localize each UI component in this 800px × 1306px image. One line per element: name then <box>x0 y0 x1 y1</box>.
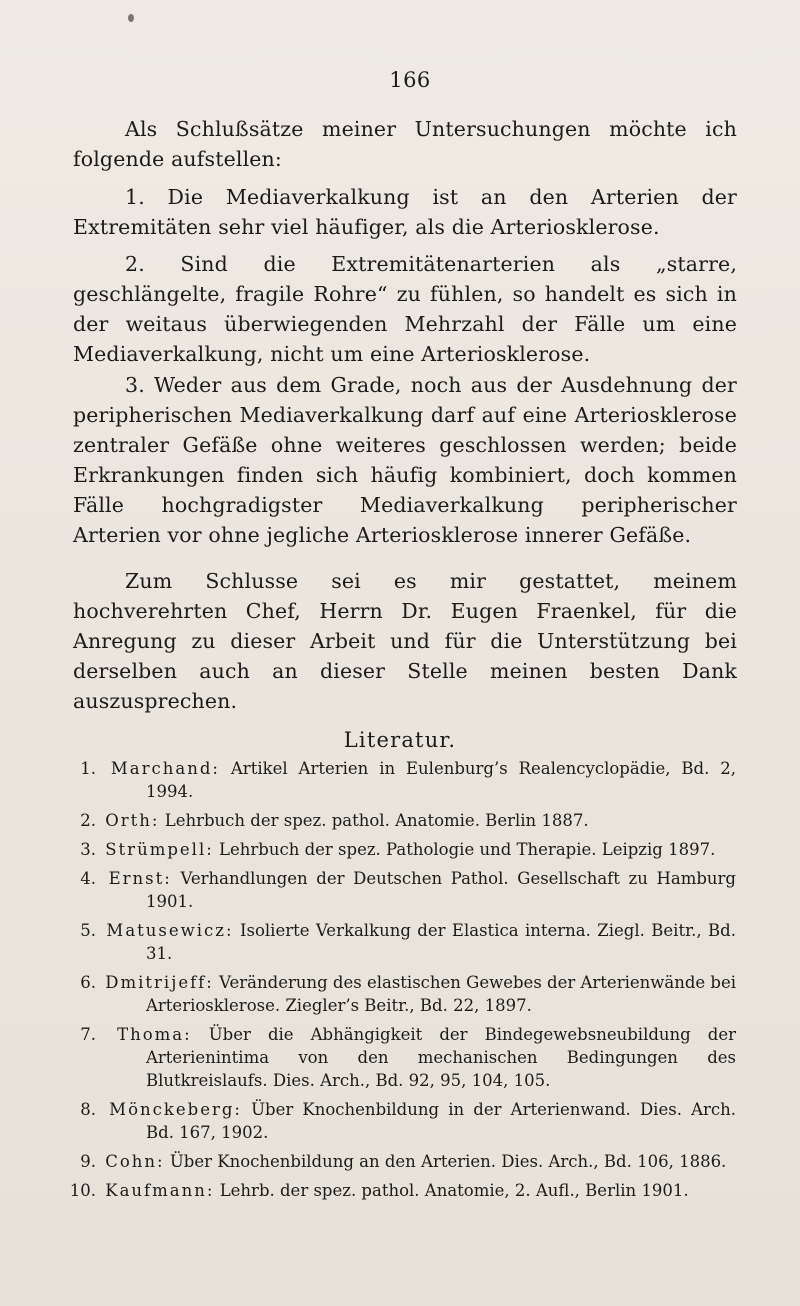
literature-item <box>56 971 736 1017</box>
literature-list <box>56 757 736 1208</box>
acknowledgement-paragraph <box>73 566 737 716</box>
conclusion-2 <box>73 249 737 369</box>
item-text: Über Knochenbildung an den Arterien. Dies. Arch., Bd. 106, 1886. <box>169 1152 727 1171</box>
conclusion-3 <box>73 370 737 550</box>
item-number: 3. <box>80 840 96 859</box>
item-author: Orth: <box>105 811 160 830</box>
item-number: 6. <box>80 973 96 992</box>
conclusion-1-text: 1. Die Mediaverkalkung ist an den Arterien der Extremitäten sehr viel häufiger, als die Arteriosklerose. <box>73 185 737 239</box>
item-number: 1. <box>80 759 96 778</box>
ink-speck <box>128 14 134 22</box>
conclusion-1 <box>73 182 737 242</box>
literature-item <box>56 1150 736 1173</box>
literature-item <box>56 757 736 803</box>
item-number: 4. <box>80 869 96 888</box>
item-text: Über Knochenbildung in der Arterienwand. Dies. Arch. Bd. 167, 1902. <box>146 1100 737 1142</box>
item-text: Lehrbuch der spez. Pathologie und Therapie. Leipzig 1897. <box>219 840 716 859</box>
conclusion-2-text: 2. Sind die Extremitätenarterien als „starre, geschlängelte, fragile Rohre“ zu fühlen, so handelt es sich in der weitaus überwiegenden Mehrzahl der Fälle um eine Mediaverkalkung, nicht um eine Arteriosklerose. <box>73 252 737 366</box>
item-number: 8. <box>80 1100 96 1119</box>
item-text: Lehrb. der spez. pathol. Anatomie, 2. Aufl., Berlin 1901. <box>219 1181 689 1200</box>
item-text: Isolierte Verkalkung der Elastica interna. Ziegl. Beitr., Bd. 31. <box>146 921 736 963</box>
item-text: Über die Abhängigkeit der Bindegewebsneubildung der Arterienintima von den mechanischen Bedingungen des Blutkreislaufs. Dies. Arch., Bd. 92, 95, 104, 105. <box>146 1025 737 1090</box>
literature-item <box>56 919 736 965</box>
literature-item <box>56 867 736 913</box>
item-author: Dmitrijeff: <box>105 973 214 992</box>
literature-heading: Literatur. <box>343 728 457 752</box>
item-author: Mönckeberg: <box>109 1100 242 1119</box>
item-author: Marchand: <box>110 759 220 778</box>
literature-item <box>56 1179 736 1202</box>
literature-item <box>56 809 736 832</box>
item-author: Strümpell: <box>105 840 214 859</box>
item-text: Verhandlungen der Deutschen Pathol. Gesellschaft zu Hamburg 1901. <box>146 869 736 911</box>
literature-item <box>56 1098 736 1144</box>
literature-item <box>56 1023 736 1092</box>
item-author: Cohn: <box>105 1152 165 1171</box>
item-number: 5. <box>80 921 96 940</box>
item-number: 10. <box>69 1181 96 1200</box>
literature-item <box>56 838 736 861</box>
item-text: Artikel Arterien in Eulenburg’s Realencyclopädie, Bd. 2, 1994. <box>146 759 737 801</box>
conclusion-3-text: 3. Weder aus dem Grade, noch aus der Ausdehnung der peripherischen Mediaverkalkung darf auf eine Arteriosklerose zentraler Gefäße ohne weiteres geschlossen werden; beide Erkrankungen finden sich häufig kombiniert, doch kommen Fälle hochgradigster Mediaverkalkung peripherischer Arterien vor ohne jegliche Arteriosklerose innerer Gefäße. <box>73 373 737 547</box>
intro-paragraph <box>73 114 737 174</box>
item-author: Ernst: <box>108 869 172 888</box>
item-text: Lehrbuch der spez. pathol. Anatomie. Berlin 1887. <box>164 811 589 830</box>
item-author: Thoma: <box>117 1025 192 1044</box>
page-number: 166 <box>389 68 431 92</box>
item-number: 2. <box>80 811 96 830</box>
item-text: Veränderung des elastischen Gewebes der Arterienwände bei Arteriosklerose. Ziegler’s Beitr., Bd. 22, 1897. <box>146 973 737 1015</box>
item-number: 9. <box>80 1152 96 1171</box>
item-number: 7. <box>80 1025 96 1044</box>
item-author: Matusewicz: <box>106 921 234 940</box>
intro-text: Als Schlußsätze meiner Untersuchungen möchte ich folgende aufstellen: <box>73 117 737 171</box>
acknowledgement-text: Zum Schlusse sei es mir gestattet, meinem hochverehrten Chef, Herrn Dr. Eugen Fraenkel, für die Anregung zu dieser Arbeit und für die Unterstützung bei derselben auch an dieser Stelle meinen besten Dank auszusprechen. <box>73 569 737 713</box>
item-author: Kaufmann: <box>105 1181 215 1200</box>
